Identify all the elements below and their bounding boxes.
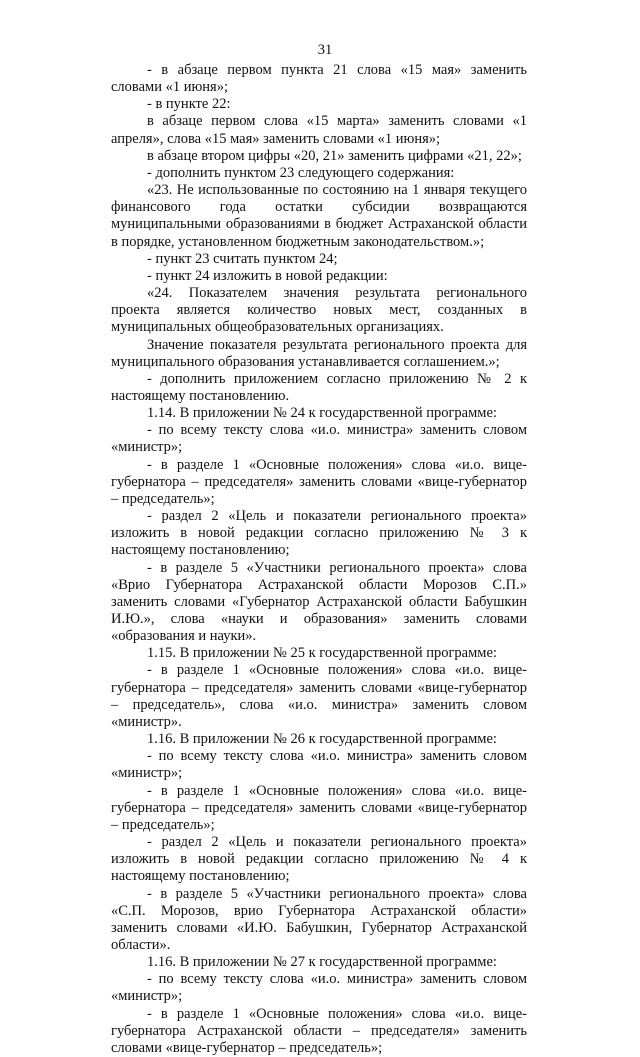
paragraph: - в разделе 1 «Основные положения» слова «и.о. вице-губернатора Астраханской области – председателя» заменить словами «вице-губернатор – председатель»;	[111, 1005, 527, 1056]
paragraph: - дополнить приложением согласно приложению № 2 к настоящему постановлению.	[111, 370, 527, 404]
paragraph: - в разделе 1 «Основные положения» слова «и.о. вице-губернатора – председателя» заменить словами «вице-губернатор – председатель»;	[111, 456, 527, 507]
document-body	[111, 62, 527, 1057]
paragraph: - по всему тексту слова «и.о. министра» заменить словом «министр»;	[111, 422, 527, 456]
paragraph: - в разделе 1 «Основные положения» слова «и.о. вице-губернатора – председателя» заменить словами «вице-губернатор – председатель», слова «и.о. министра» заменить словом «министр».	[111, 662, 527, 730]
paragraph: - в абзаце первом пункта 21 слова «15 мая» заменить словами «1 июня»;	[111, 62, 527, 96]
paragraph: - пункт 24 изложить в новой редакции:	[147, 267, 388, 284]
paragraph: 1.14. В приложении № 24 к государственной программе:	[147, 405, 497, 422]
paragraph: - в пункте 22:	[147, 96, 231, 113]
paragraph: - в разделе 5 «Участники регионального проекта» слова «Врио Губернатора Астраханской области Морозов С.П.» заменить словами «Губернатор Астраханской области Бабушкин И.Ю.», слова «науки и образования» заменить словами «образования и науки».	[111, 559, 527, 645]
paragraph: - по всему тексту слова «и.о. министра» заменить словом «министр»;	[111, 748, 527, 782]
paragraph: 1.16. В приложении № 27 к государственной программе:	[147, 954, 497, 971]
paragraph: 1.16. В приложении № 26 к государственной программе:	[147, 731, 497, 748]
paragraph: Значение показателя результата регионального проекта для муниципального образования устанавливается соглашением.»;	[111, 336, 527, 370]
paragraph: 1.15. В приложении № 25 к государственной программе:	[147, 645, 497, 662]
paragraph: - раздел 2 «Цель и показатели регионального проекта» изложить в новой редакции согласно приложению № 4 к настоящему постановлению;	[111, 834, 527, 885]
paragraph: «24. Показателем значения результата регионального проекта является количество новых мест, созданных в муниципальных общеобразовательных организациях.	[111, 285, 527, 336]
paragraph: «23. Не использованные по состоянию на 1 января текущего финансового года остатки субсидии возвращаются муниципальными образованиями в бюджет Астраханской области в порядке, установленном бюджетным законодательством.»;	[111, 182, 527, 250]
page-number: 31	[317, 42, 333, 58]
paragraph: - раздел 2 «Цель и показатели регионального проекта» изложить в новой редакции согласно приложению № 3 к настоящему постановлению;	[111, 508, 527, 559]
paragraph: в абзаце первом слова «15 марта» заменить словами «1 апреля», слова «15 мая» заменить словами «1 июня»;	[111, 113, 527, 147]
paragraph: - в разделе 1 «Основные положения» слова «и.о. вице-губернатора – председателя» заменить словами «вице-губернатор – председатель»;	[111, 782, 527, 833]
paragraph: - по всему тексту слова «и.о. министра» заменить словом «министр»;	[111, 971, 527, 1005]
paragraph: в абзаце втором цифры «20, 21» заменить цифрами «21, 22»;	[147, 147, 522, 164]
paragraph: - в разделе 5 «Участники регионального проекта» слова «С.П. Морозов, врио Губернатора Астраханской области» заменить словами «И.Ю. Бабушкин, Губернатор Астраханской области».	[111, 885, 527, 953]
paragraph: - пункт 23 считать пунктом 24;	[147, 250, 338, 267]
paragraph: - дополнить пунктом 23 следующего содержания:	[147, 164, 455, 181]
